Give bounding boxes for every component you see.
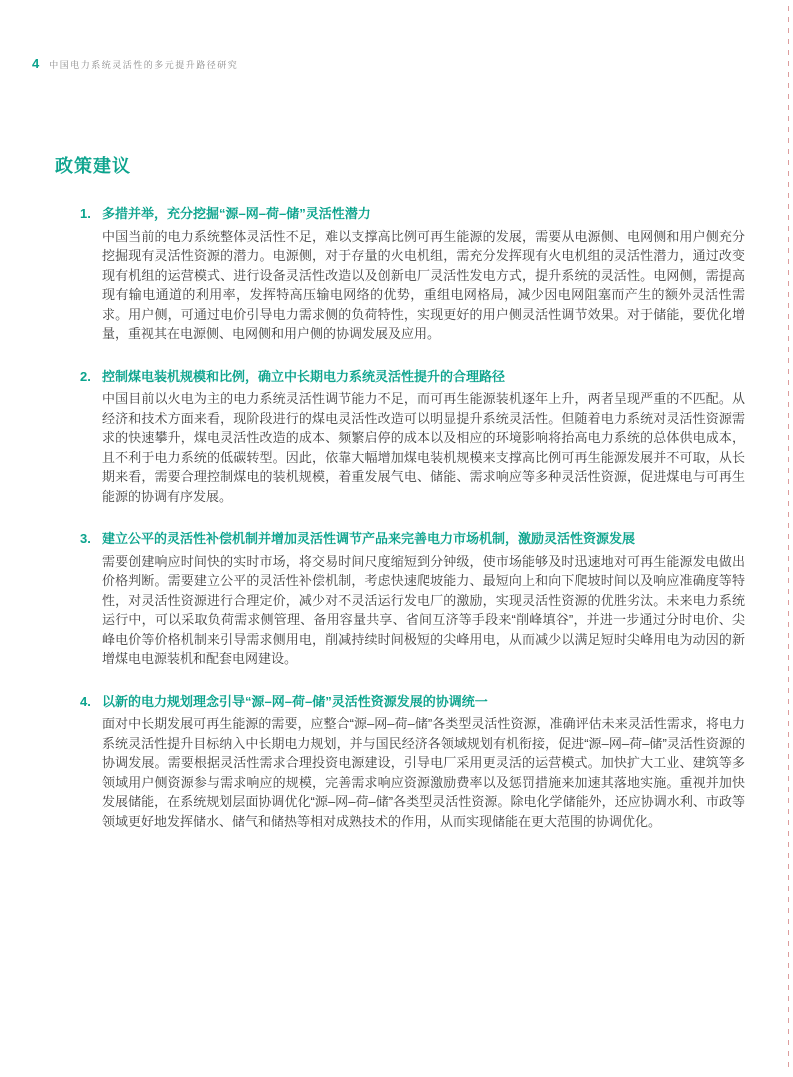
section-content	[102, 529, 745, 669]
page-content	[55, 152, 745, 854]
policy-section-1	[80, 204, 745, 344]
section-heading: 多措并举，充分挖掘“源–网–荷–储”灵活性潜力	[102, 206, 371, 221]
section-heading: 以新的电力规划理念引导“源–网–荷–储”灵活性资源发展的协调统一	[102, 693, 488, 709]
page-header	[32, 56, 238, 71]
section-content	[102, 204, 745, 344]
section-heading: 控制煤电装机规模和比例，确立中长期电力系统灵活性提升的合理路径	[102, 368, 506, 384]
section-content	[102, 367, 745, 507]
page-title: 政策建议	[55, 156, 131, 176]
section-body: 中国目前以火电为主的电力系统灵活性调节能力不足，而可再生能源装机逐年上升，两者呈现严重的不匹配。从经济和技术方面来看，现阶段进行的煤电灵活性改造可以明显提升系统灵活性。但随着电力系统对灵活性资源需求的快速攀升，煤电灵活性改造的成本、频繁启停的成本以及相应的环境影响将抬高电力系统的总体供电成本，且不利于电力系统的低碳转型。因此，依靠大幅增加煤电装机规模来支撑高比例可再生能源发展并不可取，从长期来看，需要合理控制煤电的装机规模，着重发展气电、储能、需求响应等多种灵活性资源，促进煤电与可再生能源的协调有序发展。	[102, 391, 745, 504]
section-body: 需要创建响应时间快的实时市场，将交易时间尺度缩短到分钟级，使市场能够及时迅速地对可再生能源发电做出价格判断。需要建立公平的灵活性补偿机制，考虑快速爬坡能力、最短向上和向下爬坡时间以及响应准确度等特性，对灵活性资源进行合理定价，减少对不灵活运行发电厂的激励，实现灵活性资源的优胜劣汰。未来电力系统运行中，可以采取负荷需求侧管理、备用容量共享、省间互济等手段来“削峰填谷”，并进一步通过分时电价、尖峰电价等价格机制来引导需求侧用电，削减持续时间极短的尖峰用电，从而减少以满足短时尖峰用电为动因的新增煤电电源装机和配套电网建设。	[102, 553, 745, 666]
section-content	[102, 692, 745, 832]
page-number: 4	[32, 56, 40, 71]
section-number: 1.	[80, 206, 91, 221]
section-number: 2.	[80, 368, 91, 384]
section-number: 3.	[80, 531, 91, 546]
page-crop-mark	[788, 6, 789, 1071]
policy-section-4	[80, 692, 745, 832]
section-heading: 建立公平的灵活性补偿机制并增加灵活性调节产品来完善电力市场机制，激励灵活性资源发展	[102, 531, 636, 546]
policy-section-2	[80, 367, 745, 507]
section-body: 中国当前的电力系统整体灵活性不足，难以支撑高比例可再生能源的发展，需要从电源侧、电网侧和用户侧充分挖掘现有灵活性资源的潜力。电源侧，对于存量的火电机组，需充分发挥现有火电机组的灵活性潜力，通过改变现有机组的运营模式、进行设备灵活性改造以及创新电厂灵活性发电方式，提升系统的灵活性。电网侧，需提高现有输电通道的利用率，发挥特高压输电网络的优势，重组电网格局，减少因电网阻塞而产生的额外灵活性需求。用户侧，可通过电价引导电力需求侧的负荷特性，实现更好的用户侧灵活性调节效果。对于储能，要优化增量，重视其在电源侧、电网侧和用户侧的协调发展及应用。	[102, 228, 745, 341]
running-title: 中国电力系统灵活性的多元提升路径研究	[49, 60, 239, 70]
policy-section-3	[80, 529, 745, 669]
section-body: 面对中长期发展可再生能源的需要，应整合“源–网–荷–储”各类型灵活性资源，准确评估未来灵活性需求，将电力系统灵活性提升目标纳入中长期电力规划，并与国民经济各领域规划有机衔接，促进“源–网–荷–储”灵活性资源的协调发展。需要根据灵活性需求合理投资电源建设，引导电厂采用更灵活的运营模式。加快扩大工业、建筑等多领域用户侧资源参与需求响应的规模，完善需求响应资源激励费率以及惩罚措施来加速其落地实施。重视并加快发展储能，在系统规划层面协调优化“源–网–荷–储”各类型灵活性资源。除电化学储能外，还应协调水利、市政等领域更好地发挥储水、储气和储热等相对成熟技术的作用，从而实现储能在更大范围的协调优化。	[102, 716, 745, 829]
section-number: 4.	[80, 693, 91, 709]
